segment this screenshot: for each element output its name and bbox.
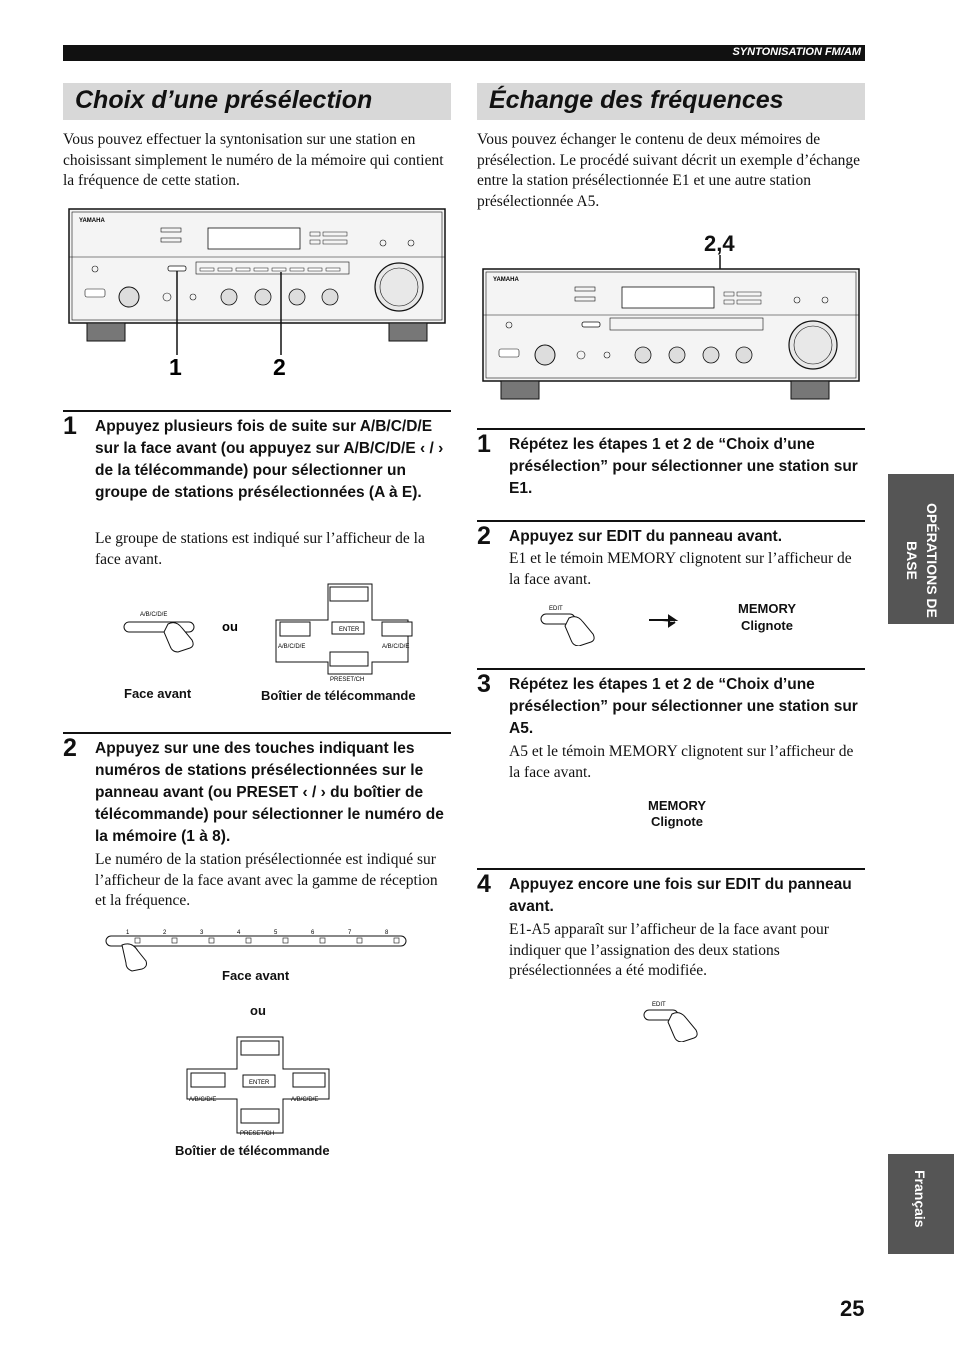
preset-indicator	[320, 938, 325, 943]
step-number: 3	[477, 670, 491, 698]
edit-button-diagram	[535, 598, 695, 646]
boitier-label-2: Boîtier de télécommande	[175, 1143, 330, 1158]
preset-ch-label: PRESET/CH	[330, 677, 365, 683]
receiver-front-panel-left	[63, 205, 453, 390]
header-section-title: SYNTONISATION FM/AM	[732, 46, 861, 58]
abcde-button-label: A/B/C/D/E	[140, 612, 168, 618]
page-number: 25	[840, 1296, 865, 1321]
right-intro: Vous pouvez échanger le contenu de deux mémoires de présélection. Le procédé suivant décrit un exemple d’échange entre la station présélectionnée E1 et une autre station présélectionnée A5.	[477, 131, 861, 210]
step-2-note: Le numéro de la station présélectionnée est indiqué sur l’afficheur de la face avant avec la gamme de réception et la fréquence.	[95, 851, 438, 909]
step-number: 1	[477, 430, 491, 458]
face-avant-label: Face avant	[124, 686, 192, 701]
right-section-title-bar	[477, 83, 865, 120]
step-1-note: Le groupe de stations est indiqué sur l’afficheur de la face avant.	[95, 530, 425, 568]
callout-2: 2	[273, 354, 286, 380]
right-section-title: Échange des fréquences	[489, 86, 784, 114]
preset-number-strip	[100, 925, 420, 973]
preset-number: 2	[163, 930, 167, 936]
rule	[477, 520, 865, 522]
preset-ch-label-2: PRESET/CH	[240, 1131, 275, 1137]
enter-label-2: ENTER	[249, 1080, 270, 1086]
right-step-2-note: E1 et le témoin MEMORY clignotent sur l’afficheur de la face avant.	[509, 550, 852, 588]
ou-label-2: ou	[250, 1003, 266, 1018]
brand-logo: YAMAHA	[79, 218, 105, 224]
rule	[477, 868, 865, 870]
enter-label: ENTER	[339, 627, 360, 633]
rule	[63, 732, 451, 734]
step-1-button-diagram	[120, 580, 440, 690]
preset-indicator	[209, 938, 214, 943]
step-number: 1	[63, 412, 77, 440]
clignote-label: Clignote	[741, 618, 793, 633]
left-intro: Vous pouvez effectuer la syntonisation sur une station en choisissant simplement le numéro de la mémoire qui contient la fréquence de cette station.	[63, 131, 444, 189]
step-1-instruction: Appuyez plusieurs fois de suite sur A/B/C/D/E sur la face avant (ou appuyez sur A/B/C/D/E ‹ / › de la télécommande) pour sélectionner un groupe de stations présélectionnées (A à E).	[95, 418, 444, 501]
left-section-title: Choix d’une présélection	[75, 86, 373, 114]
step-2-instruction: Appuyez sur une des touches indiquant les numéros de stations présélectionnées sur le panneau avant (ou PRESET ‹ / › du boîtier de télécommande) pour sélectionner le numéro de la mémoire (1 à 8).	[95, 740, 444, 845]
step-number: 2	[477, 522, 491, 550]
remote-pad-diagram-2	[185, 1035, 335, 1140]
memory-label: MEMORY	[738, 601, 797, 616]
side-tab-operations-label: OPÉRATIONS DE BASE	[904, 502, 940, 618]
edit-label: EDIT	[549, 606, 563, 612]
rule	[63, 410, 451, 412]
preset-number: 4	[237, 930, 241, 936]
preset-number: 5	[274, 930, 278, 936]
boitier-label: Boîtier de télécommande	[261, 688, 416, 703]
right-step-4-note: E1-A5 apparaît sur l’afficheur de la face avant pour indiquer que l’assignation des deux stations présélectionnées a été modifiée.	[509, 921, 829, 979]
header-bar	[63, 45, 865, 61]
abcde-right-label: A/B/C/D/E	[382, 644, 410, 650]
side-tab-language-label: Français	[912, 1170, 928, 1228]
abcde-right-label-2: A/B/C/D/E	[291, 1097, 319, 1103]
clignote-label-2: Clignote	[651, 814, 703, 829]
right-step-4-instruction: Appuyez encore une fois sur EDIT du panneau avant.	[509, 876, 852, 915]
edit-button-diagram-2	[638, 994, 708, 1042]
preset-number: 7	[348, 930, 352, 936]
preset-indicator	[283, 938, 288, 943]
preset-number: 6	[311, 930, 315, 936]
right-step-3-note: A5 et le témoin MEMORY clignotent sur l’afficheur de la face avant.	[509, 743, 854, 781]
preset-number: 1	[126, 930, 130, 936]
rule	[477, 668, 865, 670]
side-tab-operations	[888, 474, 954, 624]
step-number: 4	[477, 870, 491, 898]
edit-label-2: EDIT	[652, 1002, 666, 1008]
preset-number: 3	[200, 930, 204, 936]
brand-logo-right: YAMAHA	[493, 277, 519, 283]
step-number: 2	[63, 734, 77, 762]
rule	[477, 428, 865, 430]
callout-1: 1	[169, 354, 182, 380]
abcde-left-label-2: A/B/C/D/E	[189, 1097, 217, 1103]
preset-indicator	[135, 938, 140, 943]
face-avant-label-2: Face avant	[222, 968, 290, 983]
preset-indicator	[246, 938, 251, 943]
callout-2-4: 2,4	[704, 231, 735, 256]
side-tab-language	[888, 1154, 954, 1254]
left-section-title-bar	[63, 83, 451, 120]
preset-indicator	[394, 938, 399, 943]
right-step-3-instruction: Répétez les étapes 1 et 2 de “Choix d’une présélection” pour sélectionner une station sur A5.	[509, 676, 858, 737]
preset-indicator	[357, 938, 362, 943]
ou-label: ou	[222, 619, 238, 634]
right-step-1-instruction: Répétez les étapes 1 et 2 de “Choix d’une présélection” pour sélectionner une station sur E1.	[509, 436, 858, 497]
abcde-left-label: A/B/C/D/E	[278, 644, 306, 650]
receiver-front-panel-right	[477, 255, 867, 405]
right-step-2-instruction: Appuyez sur EDIT du panneau avant.	[509, 528, 783, 545]
preset-number: 8	[385, 930, 389, 936]
preset-indicator	[172, 938, 177, 943]
memory-label-2: MEMORY	[648, 798, 707, 813]
